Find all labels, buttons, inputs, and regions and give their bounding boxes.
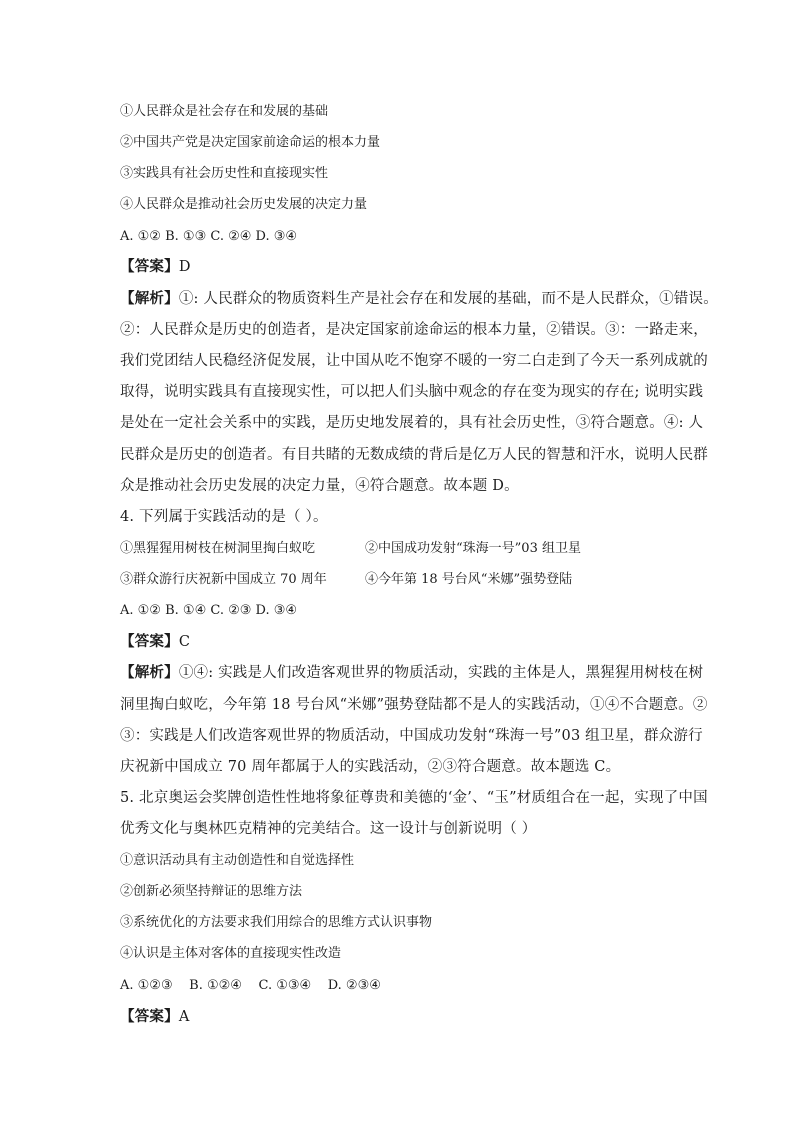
answer-label: 【答案】 bbox=[120, 1008, 179, 1025]
q3-choices: A. ①② B. ①③ C. ②④ D. ③④ bbox=[120, 229, 298, 244]
q3-answer bbox=[120, 257, 191, 277]
q3-analysis-line: ②：人民群众是历史的创造者，是决定国家前途命运的根本力量，②错误。③：一路走来， bbox=[120, 322, 708, 338]
q5-option-4: ④认识是主体对客体的直接现实性改造 bbox=[120, 946, 342, 961]
q3-option-2: ②中国共产党是决定国家前途命运的根本力量 bbox=[120, 135, 381, 150]
answer-value: D bbox=[178, 259, 191, 275]
q3-analysis-line: 民群众是历史的创造者。有目共睹的无数成绩的背后是亿万人民的智慧和汗水，说明人民群 bbox=[120, 447, 708, 463]
q4-analysis-line bbox=[120, 663, 703, 683]
q4-answer bbox=[120, 632, 190, 652]
q3-analysis-line: 众是推动社会历史发展的决定力量，④符合题意。故本题 D。 bbox=[120, 478, 519, 494]
q4-analysis-line: 庆祝新中国成立 70 周年都属于人的实践活动，②③符合题意。故本题选 C。 bbox=[120, 759, 621, 775]
q4-option-1: ①黑猩猩用树枝在树洞里掏白蚁吃 bbox=[120, 541, 316, 556]
q5-option-1: ①意识活动具有主动创造性和自觉选择性 bbox=[120, 853, 355, 868]
q5-answer bbox=[120, 1007, 189, 1027]
q3-analysis-line bbox=[120, 289, 718, 309]
q5-stem-line: 优秀文化与奥林匹克精神的完美结合。这一设计与创新说明（ ） bbox=[120, 821, 537, 837]
q3-option-1: ①人民群众是社会存在和发展的基础 bbox=[120, 104, 329, 119]
answer-label: 【答案】 bbox=[120, 258, 179, 275]
q4-stem: 4. 下列属于实践活动的是（ ）。 bbox=[120, 509, 328, 525]
analysis-text: ①: 人民群众的物质资料生产是社会存在和发展的基础，而不是人民群众，①错误。 bbox=[178, 291, 718, 307]
q5-option-3: ③系统优化的方法要求我们用综合的思维方式认识事物 bbox=[120, 915, 433, 930]
answer-value: C bbox=[178, 634, 191, 650]
q4-analysis-line: 洞里掏白蚁吃，今年第 18 号台风“米娜”强势登陆都不是人的实践活动，①④不合题意。② bbox=[120, 697, 708, 713]
q3-option-4: ④人民群众是推动社会历史发展的决定力量 bbox=[120, 197, 368, 212]
q3-option-3: ③实践具有社会历史性和直接现实性 bbox=[120, 166, 329, 181]
q5-stem-line: 5. 北京奥运会奖牌创造性性地将象征尊贵和美德的‘金’、“玉”材质组合在一起，实现了中国 bbox=[120, 790, 708, 806]
q4-option-4: ④今年第 18 号台风“米娜”强势登陆 bbox=[365, 572, 573, 587]
q4-option-2: ②中国成功发射“珠海一号”03 组卫星 bbox=[365, 541, 581, 556]
q5-choices: A. ①②③ B. ①②④ C. ①③④ D. ②③④ bbox=[120, 978, 381, 993]
answer-value: A bbox=[178, 1009, 190, 1025]
q3-analysis-line: 取得，说明实践具有直接现实性，可以把人们头脑中观念的存在变为现实的存在; 说明实践 bbox=[120, 384, 704, 400]
q4-analysis-line: ③：实践是人们改造客观世界的物质活动，中国成功发射“珠海一号”03 组卫星，群众游行 bbox=[120, 728, 703, 744]
q4-option-3: ③群众游行庆祝新中国成立 70 周年 bbox=[120, 572, 327, 587]
q3-analysis-line: 是处在一定社会关系中的实践，是历史地发展着的，具有社会历史性，③符合题意。④: 人 bbox=[120, 415, 704, 431]
q4-choices: A. ①② B. ①④ C. ②③ D. ③④ bbox=[120, 603, 298, 618]
answer-label: 【答案】 bbox=[120, 633, 179, 650]
q3-analysis-line: 我们党团结人民稳经济促发展，让中国从吃不饱穿不暖的一穷二白走到了今天一系列成就的 bbox=[120, 353, 708, 369]
analysis-text: ①④: 实践是人们改造客观世界的物质活动，实践的主体是人，黑猩猩用树枝在树 bbox=[178, 665, 704, 681]
q5-option-2: ②创新必须坚持辩证的思维方法 bbox=[120, 884, 303, 899]
analysis-label: 【解析】 bbox=[120, 290, 179, 307]
analysis-label: 【解析】 bbox=[120, 664, 179, 681]
